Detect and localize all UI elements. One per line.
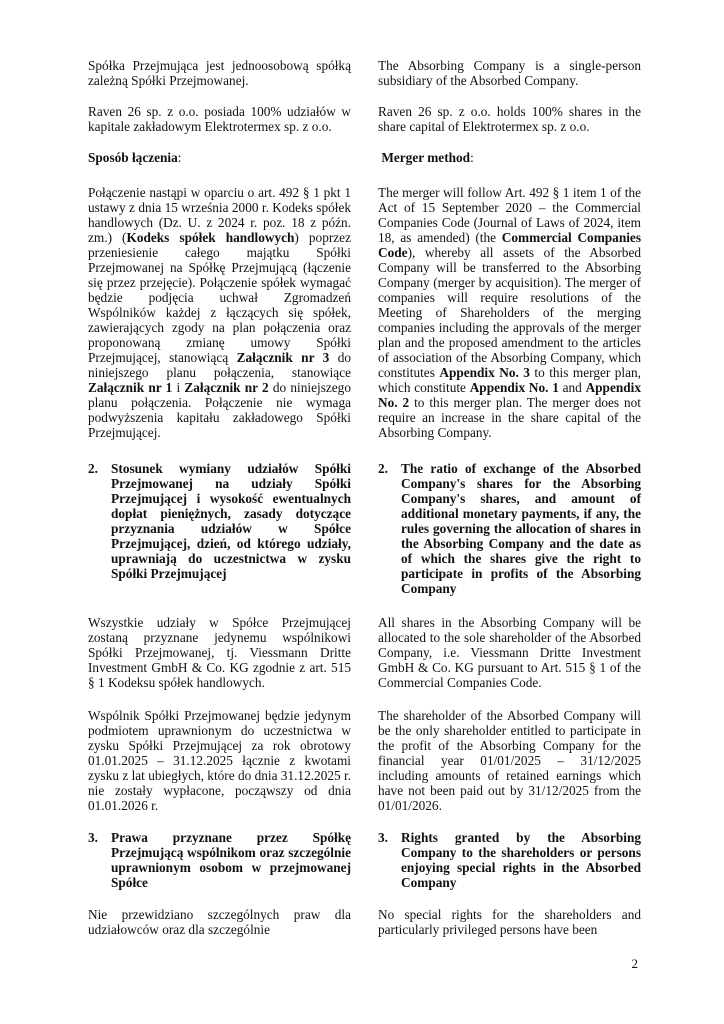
pl-merger-method-heading: Sposób łączenia: [88, 150, 182, 165]
pl-section-3-heading [88, 830, 351, 890]
pl-section-3-title: Prawa przyznane przez Spółkę Przejmującą wspólnikom oraz szczególnie uprawnionym osobom w przejmowanej Spółce [111, 830, 351, 890]
en-paragraph-merger-basis: The merger will follow Art. 492 § 1 item 1 of the Act of 15 September 2020 – the Commercial Companies Code (Journal of Laws of 2024, item 18, as amended) (the Commercial Companies Code), whereby all assets of the Absorbed Company will be transferred to the Absorbing Company (merger by acquisition). The merger of companies will require resolutions of the Meeting of Shareholders of the merging companies including the approvals of the merger plan and the proposed amendment to the articles of association of the Absorbing Company, which constitutes Appendix No. 3 to this merger plan, which constitute Appendix No. 1 and Appendix No. 2 to this merger plan. The merger does not require an increase in the share capital of the Absorbing Company. [378, 185, 641, 440]
en-section-2-number: 2. [378, 461, 388, 476]
pl-section-2-number: 2. [88, 461, 98, 476]
pl-paragraph-shareholding: Raven 26 sp. z o.o. posiada 100% udziałów w kapitale zakładowym Elektrotermex sp. z o.o. [88, 104, 351, 134]
en-paragraph-special-rights: No special rights for the shareholders and particularly privileged persons have been [378, 907, 641, 937]
pl-paragraph-share-allocation: Wszystkie udziały w Spółce Przejmującej zostaną przyznane jedynemu wspólnikowi Spółki Przejmowanej, tj. Viessmann Dritte Investment GmbH & Co. KG zgodnie z art. 515 § 1 Kodeksu spółek handlowych. [88, 615, 351, 690]
en-section-3-heading [378, 830, 641, 890]
pl-paragraph-profit-participation: Wspólnik Spółki Przejmowanej będzie jedynym podmiotem uprawnionym do uczestnictwa w zysku Spółki Przejmującej za rok obrotowy 01.01.2025 – 31.12.2025 łącznie z kwotami zysku z lat ubiegłych, które do dnia 31.12.2025 r. nie zostały wypłacone, począwszy od dnia 01.01.2026 r. [88, 708, 351, 813]
pl-section-3-number: 3. [88, 830, 98, 845]
en-section-2-heading [378, 461, 641, 596]
en-merger-method-label: Merger method [381, 150, 471, 165]
en-paragraph-shareholding: Raven 26 sp. z o.o. holds 100% shares in the share capital of Elektrotermex sp. z o.o. [378, 104, 641, 134]
en-paragraph-subsidiary: The Absorbing Company is a single-person subsidiary of the Absorbed Company. [378, 58, 641, 88]
pl-merger-method-label: Sposób łączenia [88, 150, 178, 165]
pl-paragraph-special-rights: Nie przewidziano szczególnych praw dla udziałowców oraz dla szczególnie [88, 907, 351, 937]
en-merger-method-heading: Merger method: [381, 150, 474, 165]
page-number: 2 [631, 956, 638, 971]
pl-paragraph-merger-basis: Połączenie nastąpi w oparciu o art. 492 § 1 pkt 1 ustawy z dnia 15 września 2000 r. Kodeks spółek handlowych (Dz. U. z 2024 r. poz. 18 z późn. zm.) (Kodeks spółek handlowych) poprzez przeniesienie całego majątku Spółki Przejmowanej na Spółkę Przejmującą (łączenie się przez przejęcie). Połączenie spółek wymagać będzie podjęcia uchwał Zgromadzeń Wspólników każdej z łączących się spółek, zawierających zgody na plan połączenia oraz proponowaną zmianę umowy Spółki Przejmującej, stanowiącą Załącznik nr 3 do niniejszego planu połączenia, stanowiące Załącznik nr 1 i Załącznik nr 2 do niniejszego planu połączenia. Połączenie nie wymaga podwyższenia kapitału zakładowego Spółki Przejmującej. [88, 185, 351, 440]
en-paragraph-profit-participation: The shareholder of the Absorbed Company will be the only shareholder entitled to participate in the profit of the Absorbing Company for the financial year 01/01/2025 – 31/12/2025 including amounts of retained earnings which have not been paid out by 31/12/2025 from the 01/01/2026. [378, 708, 641, 813]
pl-section-2-heading [88, 461, 351, 581]
en-section-2-title: The ratio of exchange of the Absorbed Company's shares for the Absorbing Company's shares, and amount of additional monetary payments, if any, the rules governing the allocation of shares in the Absorbing Company and the date as of which the shares give the right to participate in profits of the Absorbing Company [401, 461, 641, 596]
en-paragraph-share-allocation: All shares in the Absorbing Company will be allocated to the sole shareholder of the Absorbed Company, i.e. Viessmann Dritte Investment GmbH & Co. KG pursuant to Art. 515 § 1 of the Commercial Companies Code. [378, 615, 641, 690]
pl-paragraph-subsidiary: Spółka Przejmująca jest jednoosobową spółką zależną Spółki Przejmowanej. [88, 58, 351, 88]
en-section-3-number: 3. [378, 830, 388, 845]
en-section-3-title: Rights granted by the Absorbing Company to the shareholders or persons enjoying special rights in the Absorbed Company [401, 830, 641, 890]
pl-section-2-title: Stosunek wymiany udziałów Spółki Przejmowanej na udziały Spółki Przejmującej i wysokość ewentualnych dopłat pieniężnych, zasady dotyczące przyznania udziałów w Spółce Przejmującej, dzień, od którego udziały, uprawniają do uczestnictwa w zysku Spółki Przejmującej [111, 461, 351, 581]
